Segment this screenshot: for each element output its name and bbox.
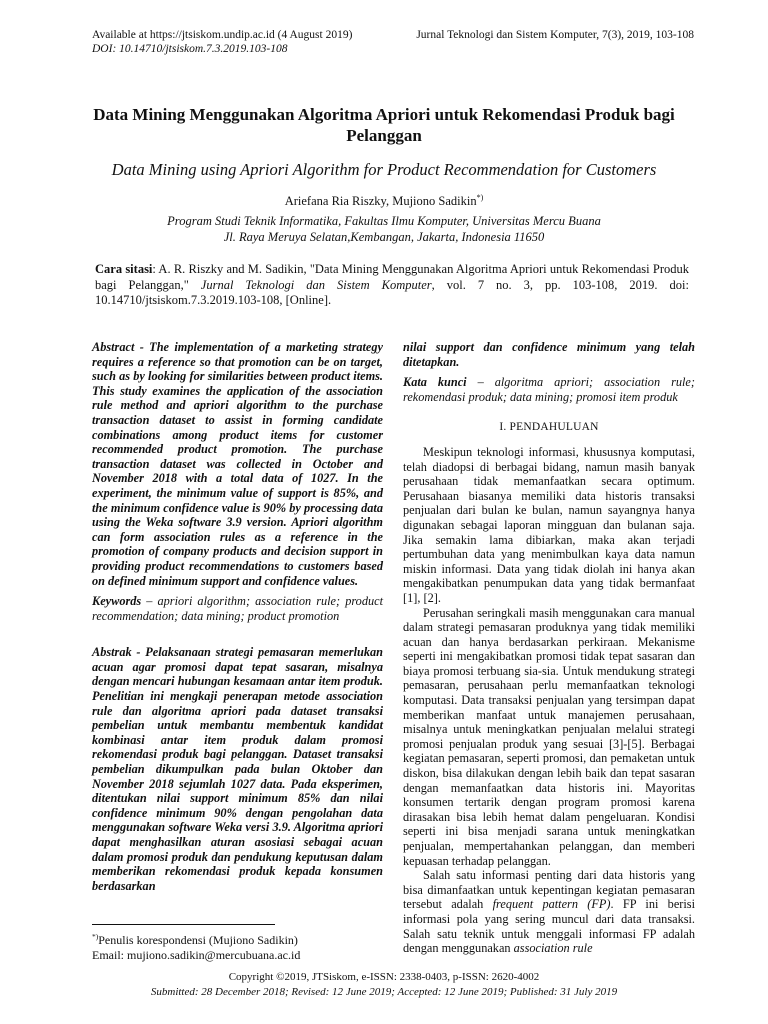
keywords-english [92,594,383,623]
section-heading [403,420,695,435]
submission-dates: Submitted: 28 December 2018; Revised: 12 June 2019; Accepted: 12 June 2019; Published: 31 July 2019 [150,986,618,998]
footnote-mark: *) [92,932,99,941]
right-column [403,340,695,956]
page-footer [92,970,676,1000]
p3-italic-2: association rule [513,941,593,956]
abstract-english: Abstract - The implementation of a marketing strategy requires a reference so that promotion can be on target, such as by looking for similarities between product items. This study examines the application of the association rule method and apriori algorithm to the purchase transaction dataset to assist in forming candidate combinations among product items for customer recommended product promotion. The purchase transaction dataset was collected in October and November 2018 with a total data of 1027. In the experiment, the minimum value of support is 85%, and the minimum confidence value is 90% by processing data using the Weka software 3.9 version. Apriori algorithm can form association rules as a reference in the promotion of company products and decision support in providing product recommendations to customers based on defined minimum support and confidence values. [92,340,383,588]
section-first-letter: P [509,421,517,434]
affiliation-line-2: Jl. Raya Meruya Selatan,Kembangan, Jakarta, Indonesia 11650 [223,230,545,244]
intro-paragraph-3 [403,868,695,956]
citation-label: Cara sitasi [95,262,153,276]
kata-kunci-text: – algoritma apriori; association rule; rekomendasi produk; data mining; promosi item produk [403,375,695,404]
copyright-line: Copyright ©2019, JTSiskom, e-ISSN: 2338-0403, p-ISSN: 2620-4002 [228,971,540,983]
doi-line: DOI: 10.14710/jtsiskom.7.3.2019.103-108 [92,43,288,55]
kata-kunci-label: Kata kunci [403,375,467,390]
footnote-email: Email: mujiono.sadikin@mercubuana.ac.id [92,948,301,962]
intro-paragraph-1: Meskipun teknologi informasi, khususnya komputasi, telah diadopsi di berbagai bidang, namun masih banyak perusahaan tidak memanfaatkan secara optimum. Perusahaan biasanya memiliki data historis transaksi penjualan dari bulan ke bulan, namun sayangnya hanya digunakan sebagai laporan mingguan dan bulanan saja. Jika semakin lama dibiarkan, maka akan terjadi pertumbuhan data yang menimbulkan kaya data namun miskin informasi. Data yang tidak diolah ini hanya akan mengakibatkan penumpukan data yang tidak bermanfaat [1], [2]. [403,444,695,605]
footnote-rule [92,924,275,925]
availability-line: Available at https://jtsiskom.undip.ac.id (4 August 2019) [92,29,353,41]
footnote [92,929,300,963]
author-names: Ariefana Ria Riszky, Mujiono Sadikin [284,194,477,209]
running-header-journal: Jurnal Teknologi dan Sistem Komputer, 7(3), 2019, 103-108 [416,29,694,41]
p3-text-a: Salah satu informasi penting dari data historis yang bisa dimanfaatkan untuk kepentingan kegiatan pemasaran tersebut adalah [403,868,695,912]
abstract-indonesian-continued: nilai support dan confidence minimum yang telah ditetapkan. [403,340,695,369]
footnote-line-1 [92,929,300,948]
keywords-indonesian [403,375,695,404]
section-title-rest: ENDAHULUAN [516,421,599,434]
p3-text-b: . FP ini berisi informasi pola yang sering muncul dari data transaksi. Salah satu teknik untuk menggali informasi FP adalah dengan menggunakan [403,897,696,956]
footnote-author: Penulis korespondensi (Mujiono Sadikin) [98,933,298,947]
paper-title: Data Mining Menggunakan Algoritma Apriori untuk Rekomendasi Produk bagi Pelanggan [93,105,675,145]
citation-block [95,262,689,309]
corresponding-mark: *) [476,193,484,202]
citation-text-1: : A. R. Riszky and M. Sadikin, "Data Mining Menggunakan Algoritma Apriori untuk Rekomendasi Produk bagi Pelanggan," [95,262,689,292]
intro-paragraph-2: Perusahan seringkali masih menggunakan cara manual dalam strategi pemasaran produknya yang tidak memiliki acuan dan hanya berdasarkan perkiraan. Mekanisme seperti ini mengakibatkan promosi tidak tepat sasaran dan biaya promosi terbuang sia-sia. Untuk mendukung strategi pemasaran, perusahaan perlu memanfaatkan teknologi komputasi. Data transaksi penjualan yang tersimpan dapat memberikan manfaat untuk manajemen perusahaan, misalnya untuk meningkatkan penjualan melalui strategi promosi penjualan produk yang sesuai [3]-[5]. Berbagai kegiatan pemasaran, seperti promosi, dan pemaketan untuk diskon, bisa dilakukan dengan lebih baik dan tepat sasaran dengan memanfaatkan data historis ini. Mayoritas konsumen tertarik dengan program promosi karena dirasakan bisa lebih hemat dalam pengeluaran. Kondisi seperti ini bisa menjadi sarana untuk meningkatkan penjualan, mempertahankan pelanggan, dan memberi kepuasan terhadap pelanggan. [403,605,695,868]
left-column [92,340,383,899]
running-header-left [92,28,352,56]
p3-italic-1: frequent pattern (FP) [492,897,611,912]
affiliation-line-1: Program Studi Teknik Informatika, Fakultas Ilmu Komputer, Universitas Mercu Buana [167,214,601,228]
keywords-text: – apriori algorithm; association rule; product recommendation; data mining; product promotion [92,594,383,623]
section-number: I. [499,421,510,434]
affiliation [92,213,676,245]
paper-title-english: Data Mining using Apriori Algorithm for Product Recommendation for Customers [111,160,657,179]
citation-text-2: , vol. 7 no. 3, pp. 103-108, 2019. doi: 10.14710/jtsiskom.7.3.2019.103-108, [Online]. [95,277,689,307]
keywords-label: Keywords [92,594,142,609]
author-list [92,193,676,209]
abstract-indonesian: Abstrak - Pelaksanaan strategi pemasaran memerlukan acuan agar promosi dapat tepat sasaran, misalnya dengan mencari hubungan kesamaan antar item produk. Penelitian ini mengkaji penerapan metode association rule dan algoritma apriori pada dataset transaksi pembelian untuk membantu membentuk kandidat kombinasi antar item produk dalam promosi rekomendasi produk bagi pelanggan. Dataset transaksi pembelian dikumpulkan pada bulan Oktober dan November 2018 sejumlah 1027 data. Pada eksperimen, ditentukan nilai support minimum 85% dan nilai confidence minimum 90% dengan pengolahan data menggunakan software Weka versi 3.9. Algoritma apriori dapat menghasilkan aturan asosiasi sebagai acuan dalam promosi produk dan pendukung keputusan dalam memberikan rekomendasi produk kepada konsumen berdasarkan [92,645,383,893]
citation-journal: Jurnal Teknologi dan Sistem Komputer [200,277,432,292]
